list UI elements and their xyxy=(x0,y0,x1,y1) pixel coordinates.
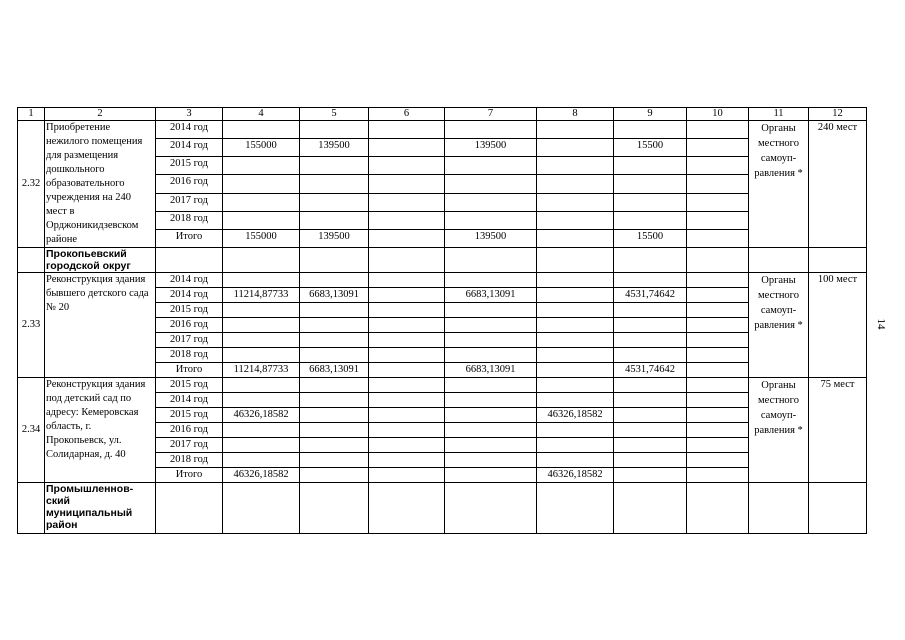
federal-amount-cell xyxy=(300,157,369,175)
federal-amount-cell: 139500 xyxy=(300,139,369,157)
federal-amount-cell xyxy=(300,453,369,468)
col6-cell xyxy=(369,139,445,157)
federal-amount-cell xyxy=(300,121,369,139)
local-amount-cell xyxy=(537,121,614,139)
other-amount-cell xyxy=(614,468,687,483)
local-amount-cell xyxy=(537,363,614,378)
col6-cell xyxy=(369,363,445,378)
col10-cell xyxy=(687,363,749,378)
other-amount-cell xyxy=(614,423,687,438)
col6-cell xyxy=(369,157,445,175)
year-cell: 2014 год xyxy=(156,139,223,157)
col10-cell xyxy=(687,303,749,318)
col6-cell xyxy=(369,408,445,423)
region-empty-cell xyxy=(445,483,537,534)
region-row xyxy=(18,483,867,534)
year-cell: 2018 год xyxy=(156,453,223,468)
other-amount-cell xyxy=(614,438,687,453)
col10-cell xyxy=(687,288,749,303)
other-amount-cell xyxy=(614,378,687,393)
col6-cell xyxy=(369,393,445,408)
year-cell: 2014 год xyxy=(156,273,223,288)
year-cell: 2014 год xyxy=(156,393,223,408)
federal-amount-cell xyxy=(300,193,369,211)
year-cell: 2014 год xyxy=(156,121,223,139)
year-cell: 2017 год xyxy=(156,193,223,211)
region-empty-cell xyxy=(537,248,614,273)
col10-cell xyxy=(687,229,749,247)
other-amount-cell: 15500 xyxy=(614,139,687,157)
region-row xyxy=(18,248,867,273)
col6-cell xyxy=(369,453,445,468)
item-name: Реконструкция здания под детский сад по адресу: Кемеровская область, г. Прокопьевск, ул. Солидарная, д. 40 xyxy=(45,378,156,483)
total-amount-cell xyxy=(223,193,300,211)
year-cell: 2015 год xyxy=(156,408,223,423)
column-header-12: 12 xyxy=(809,108,867,121)
region-empty-cell xyxy=(687,483,749,534)
region-empty-cell xyxy=(223,248,300,273)
federal-amount-cell: 6683,13091 xyxy=(300,363,369,378)
local-amount-cell xyxy=(537,288,614,303)
other-amount-cell xyxy=(614,333,687,348)
federal-amount-cell xyxy=(300,333,369,348)
column-header-9: 9 xyxy=(614,108,687,121)
regional-amount-cell xyxy=(445,378,537,393)
col6-cell xyxy=(369,211,445,229)
regional-amount-cell xyxy=(445,121,537,139)
local-amount-cell xyxy=(537,273,614,288)
local-amount-cell xyxy=(537,211,614,229)
federal-amount-cell xyxy=(300,378,369,393)
local-amount-cell: 46326,18582 xyxy=(537,468,614,483)
year-cell: Итого xyxy=(156,363,223,378)
other-amount-cell: 4531,74642 xyxy=(614,288,687,303)
page-number: 14 xyxy=(875,318,887,330)
other-amount-cell xyxy=(614,393,687,408)
column-header-3: 3 xyxy=(156,108,223,121)
federal-amount-cell xyxy=(300,211,369,229)
col6-cell xyxy=(369,423,445,438)
col6-cell xyxy=(369,288,445,303)
year-cell: 2015 год xyxy=(156,378,223,393)
other-amount-cell xyxy=(614,121,687,139)
local-amount-cell xyxy=(537,378,614,393)
other-amount-cell xyxy=(614,348,687,363)
region-empty-cell xyxy=(614,483,687,534)
col6-cell xyxy=(369,333,445,348)
total-amount-cell xyxy=(223,348,300,363)
regional-amount-cell xyxy=(445,453,537,468)
local-amount-cell xyxy=(537,175,614,193)
total-amount-cell: 11214,87733 xyxy=(223,363,300,378)
col10-cell xyxy=(687,378,749,393)
column-header-4: 4 xyxy=(223,108,300,121)
federal-amount-cell xyxy=(300,423,369,438)
federal-amount-cell xyxy=(300,408,369,423)
other-amount-cell xyxy=(614,303,687,318)
federal-amount-cell xyxy=(300,318,369,333)
col10-cell xyxy=(687,318,749,333)
regional-amount-cell: 6683,13091 xyxy=(445,363,537,378)
year-cell: 2017 год xyxy=(156,333,223,348)
year-cell: 2017 год xyxy=(156,438,223,453)
col6-cell xyxy=(369,273,445,288)
col10-cell xyxy=(687,333,749,348)
regional-amount-cell xyxy=(445,393,537,408)
result-cell: 75 мест xyxy=(809,378,867,483)
federal-amount-cell xyxy=(300,303,369,318)
item-number: 2.33 xyxy=(18,273,45,378)
federal-amount-cell: 6683,13091 xyxy=(300,288,369,303)
item-number: 2.32 xyxy=(18,121,45,248)
item-name: Реконструкция здания бывшего детского сада № 20 xyxy=(45,273,156,378)
total-amount-cell xyxy=(223,333,300,348)
region-empty-cell xyxy=(445,248,537,273)
other-amount-cell: 4531,74642 xyxy=(614,363,687,378)
regional-amount-cell: 6683,13091 xyxy=(445,288,537,303)
col10-cell xyxy=(687,211,749,229)
other-amount-cell xyxy=(614,408,687,423)
total-amount-cell: 46326,18582 xyxy=(223,408,300,423)
year-cell: Итого xyxy=(156,468,223,483)
executor-cell: Органы местного самоуп-равления * xyxy=(749,378,809,483)
regional-amount-cell xyxy=(445,157,537,175)
result-cell: 240 мест xyxy=(809,121,867,248)
region-empty-cell xyxy=(687,248,749,273)
col10-cell xyxy=(687,468,749,483)
col6-cell xyxy=(369,438,445,453)
regional-amount-cell xyxy=(445,211,537,229)
region-number-cell xyxy=(18,483,45,534)
local-amount-cell xyxy=(537,157,614,175)
region-empty-cell xyxy=(614,248,687,273)
col6-cell xyxy=(369,121,445,139)
total-amount-cell xyxy=(223,157,300,175)
local-amount-cell: 46326,18582 xyxy=(537,408,614,423)
col10-cell xyxy=(687,121,749,139)
col10-cell xyxy=(687,139,749,157)
year-cell: 2016 год xyxy=(156,175,223,193)
region-name: Промышленнов-ский муниципальный район xyxy=(45,483,156,534)
other-amount-cell xyxy=(614,175,687,193)
column-header-10: 10 xyxy=(687,108,749,121)
region-empty-cell xyxy=(156,248,223,273)
federal-amount-cell: 139500 xyxy=(300,229,369,247)
total-amount-cell xyxy=(223,393,300,408)
col10-cell xyxy=(687,438,749,453)
total-amount-cell xyxy=(223,453,300,468)
col10-cell xyxy=(687,423,749,438)
executor-cell: Органы местного самоуп-равления * xyxy=(749,273,809,378)
program-table xyxy=(17,107,867,534)
col10-cell xyxy=(687,157,749,175)
year-cell: 2018 год xyxy=(156,348,223,363)
column-header-5: 5 xyxy=(300,108,369,121)
region-empty-cell xyxy=(300,483,369,534)
regional-amount-cell xyxy=(445,408,537,423)
federal-amount-cell xyxy=(300,468,369,483)
col6-cell xyxy=(369,175,445,193)
total-amount-cell xyxy=(223,303,300,318)
col10-cell xyxy=(687,348,749,363)
year-cell: 2016 год xyxy=(156,423,223,438)
col10-cell xyxy=(687,408,749,423)
col6-cell xyxy=(369,318,445,333)
total-amount-cell: 155000 xyxy=(223,139,300,157)
regional-amount-cell xyxy=(445,423,537,438)
regional-amount-cell xyxy=(445,333,537,348)
col10-cell xyxy=(687,273,749,288)
local-amount-cell xyxy=(537,193,614,211)
total-amount-cell xyxy=(223,423,300,438)
col10-cell xyxy=(687,175,749,193)
regional-amount-cell xyxy=(445,175,537,193)
local-amount-cell xyxy=(537,333,614,348)
item-name: Приобретение нежилого помещения для размещения дошкольного образовательного учреждения на 240 мест в Орджоникидзевском районе xyxy=(45,121,156,248)
region-empty-cell xyxy=(156,483,223,534)
regional-amount-cell xyxy=(445,468,537,483)
year-cell: 2015 год xyxy=(156,157,223,175)
local-amount-cell xyxy=(537,139,614,157)
other-amount-cell: 15500 xyxy=(614,229,687,247)
other-amount-cell xyxy=(614,453,687,468)
total-amount-cell xyxy=(223,121,300,139)
local-amount-cell xyxy=(537,303,614,318)
column-header-8: 8 xyxy=(537,108,614,121)
other-amount-cell xyxy=(614,193,687,211)
regional-amount-cell xyxy=(445,318,537,333)
column-header-6: 6 xyxy=(369,108,445,121)
regional-amount-cell xyxy=(445,438,537,453)
year-cell: Итого xyxy=(156,229,223,247)
region-empty-cell xyxy=(809,483,867,534)
col10-cell xyxy=(687,453,749,468)
result-cell: 100 мест xyxy=(809,273,867,378)
col6-cell xyxy=(369,468,445,483)
column-header-11: 11 xyxy=(749,108,809,121)
total-amount-cell xyxy=(223,318,300,333)
local-amount-cell xyxy=(537,453,614,468)
column-header-7: 7 xyxy=(445,108,537,121)
region-empty-cell xyxy=(300,248,369,273)
col6-cell xyxy=(369,229,445,247)
total-amount-cell: 155000 xyxy=(223,229,300,247)
total-amount-cell: 11214,87733 xyxy=(223,288,300,303)
other-amount-cell xyxy=(614,211,687,229)
federal-amount-cell xyxy=(300,273,369,288)
regional-amount-cell: 139500 xyxy=(445,229,537,247)
column-header-2: 2 xyxy=(45,108,156,121)
total-amount-cell xyxy=(223,438,300,453)
local-amount-cell xyxy=(537,348,614,363)
region-empty-cell xyxy=(223,483,300,534)
region-empty-cell xyxy=(749,483,809,534)
column-number-header xyxy=(18,108,867,121)
total-amount-cell xyxy=(223,175,300,193)
total-amount-cell xyxy=(223,378,300,393)
table-row xyxy=(18,378,867,393)
year-cell: 2015 год xyxy=(156,303,223,318)
year-cell: 2016 год xyxy=(156,318,223,333)
total-amount-cell xyxy=(223,211,300,229)
region-empty-cell xyxy=(749,248,809,273)
local-amount-cell xyxy=(537,393,614,408)
region-empty-cell xyxy=(369,248,445,273)
year-cell: 2018 год xyxy=(156,211,223,229)
executor-cell: Органы местного самоуп-равления * xyxy=(749,121,809,248)
local-amount-cell xyxy=(537,318,614,333)
item-number: 2.34 xyxy=(18,378,45,483)
col6-cell xyxy=(369,193,445,211)
region-empty-cell xyxy=(369,483,445,534)
federal-amount-cell xyxy=(300,393,369,408)
regional-amount-cell xyxy=(445,273,537,288)
local-amount-cell xyxy=(537,423,614,438)
other-amount-cell xyxy=(614,318,687,333)
total-amount-cell: 46326,18582 xyxy=(223,468,300,483)
regional-amount-cell xyxy=(445,348,537,363)
region-empty-cell xyxy=(537,483,614,534)
table-row xyxy=(18,121,867,139)
regional-amount-cell xyxy=(445,193,537,211)
column-header-1: 1 xyxy=(18,108,45,121)
other-amount-cell xyxy=(614,157,687,175)
col6-cell xyxy=(369,348,445,363)
local-amount-cell xyxy=(537,229,614,247)
col10-cell xyxy=(687,393,749,408)
table-row xyxy=(18,273,867,288)
total-amount-cell xyxy=(223,273,300,288)
col6-cell xyxy=(369,303,445,318)
local-amount-cell xyxy=(537,438,614,453)
other-amount-cell xyxy=(614,273,687,288)
federal-amount-cell xyxy=(300,175,369,193)
region-number-cell xyxy=(18,248,45,273)
year-cell: 2014 год xyxy=(156,288,223,303)
col10-cell xyxy=(687,193,749,211)
col6-cell xyxy=(369,378,445,393)
table-body xyxy=(18,121,867,534)
region-empty-cell xyxy=(809,248,867,273)
federal-amount-cell xyxy=(300,438,369,453)
region-name: Прокопьевский городской округ xyxy=(45,248,156,273)
federal-amount-cell xyxy=(300,348,369,363)
regional-amount-cell xyxy=(445,303,537,318)
regional-amount-cell: 139500 xyxy=(445,139,537,157)
